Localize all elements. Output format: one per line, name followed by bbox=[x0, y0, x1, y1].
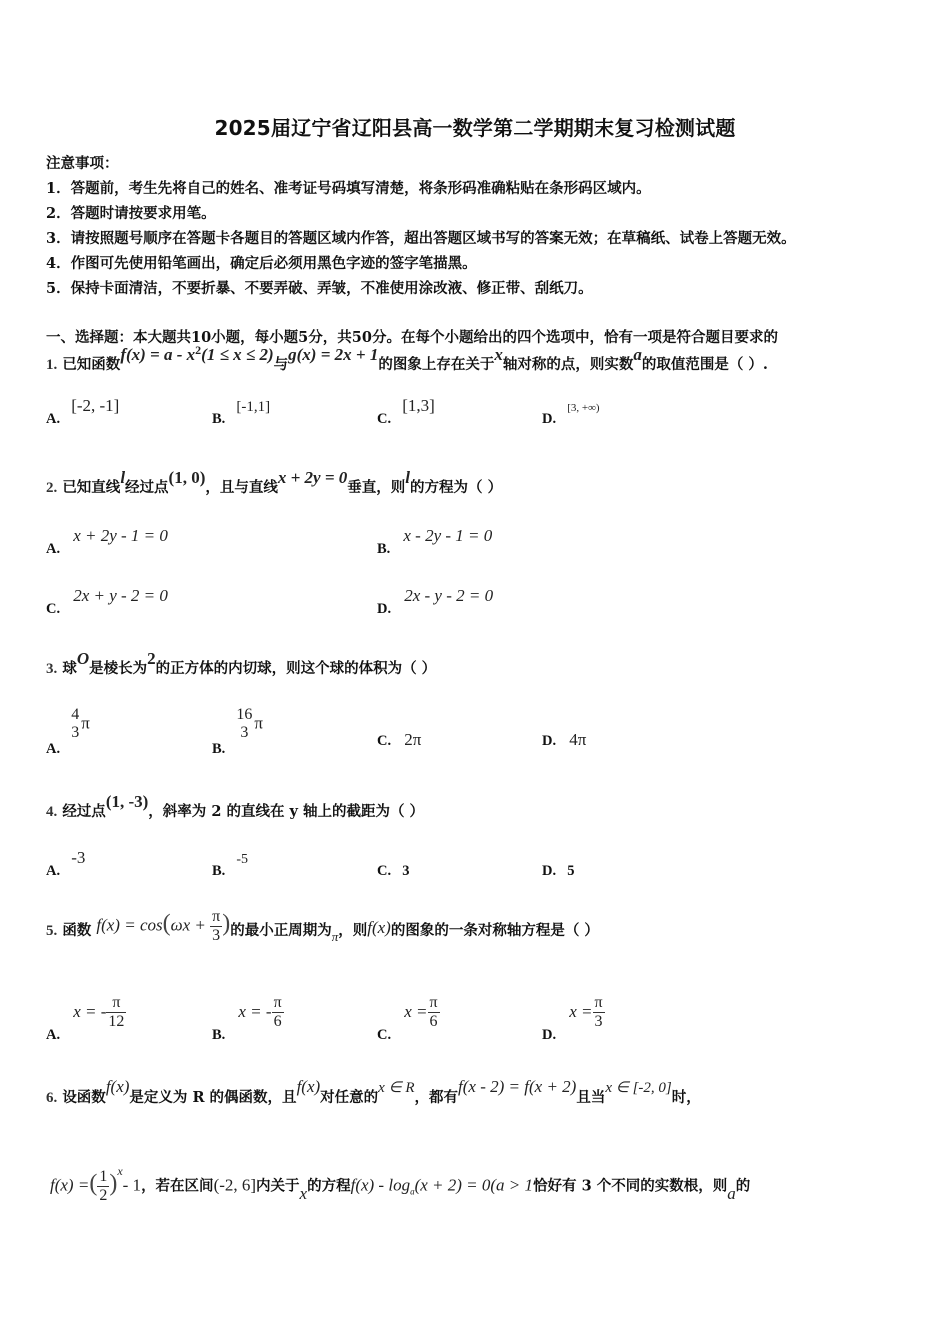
option-value: -3 bbox=[71, 848, 86, 867]
q5-pi: π bbox=[331, 928, 339, 944]
option-label: B. bbox=[212, 1027, 226, 1043]
fraction-denominator: 12 bbox=[108, 1013, 125, 1030]
option-fraction bbox=[106, 994, 126, 1031]
q5-option-d[interactable] bbox=[542, 994, 605, 1043]
option-value: x + 2y - 1 = 0 bbox=[73, 526, 168, 545]
q3-text-3: 的正方体的内切球，则这个球的体积为（ ） bbox=[155, 660, 437, 677]
option-value: 5 bbox=[567, 863, 575, 879]
q4-option-b[interactable] bbox=[212, 852, 249, 880]
q4-option-d[interactable] bbox=[542, 860, 574, 880]
q5-fx: f(x) bbox=[367, 917, 391, 937]
q4-text-1: 经过点 bbox=[62, 803, 106, 820]
option-label: A. bbox=[46, 1027, 61, 1043]
q1-a: a bbox=[633, 344, 642, 364]
q1-text-3: 的图象上存在关于 bbox=[378, 355, 495, 373]
q6-line2-text-1: ，若在区间 bbox=[141, 1177, 214, 1195]
right-paren: ) bbox=[222, 910, 231, 937]
option-label: C. bbox=[377, 411, 392, 427]
option-value: 2π bbox=[404, 730, 422, 749]
q1-text-1: 已知函数 bbox=[62, 355, 121, 373]
question-number: 3. bbox=[46, 661, 58, 677]
section-heading: 一、选择题：本大题共10小题，每小题5分，共50分。在每个小题给出的四个选项中，恰有一项是符合题目要求的 bbox=[46, 329, 778, 346]
q1-g: g(x) = 2x + 1 bbox=[288, 344, 379, 364]
q5-inner: ωx + bbox=[170, 915, 211, 935]
q6-line2-text-3: 的方程 bbox=[307, 1177, 351, 1195]
question-1 bbox=[46, 343, 768, 374]
q2-text-1: 已知直线 bbox=[62, 479, 121, 496]
question-5 bbox=[46, 908, 599, 945]
question-number: 1. bbox=[46, 356, 58, 373]
q2-l2: l bbox=[405, 468, 411, 487]
q6-line2-text-5: 的 bbox=[735, 1177, 751, 1195]
q5-text-3: ，则 bbox=[338, 921, 368, 939]
q2-option-a[interactable] bbox=[46, 526, 168, 558]
q2-option-d[interactable] bbox=[377, 586, 494, 618]
q5-f-left: f(x) = cos bbox=[96, 915, 163, 935]
option-value: x - 2y - 1 = 0 bbox=[403, 526, 493, 545]
option-fraction bbox=[427, 994, 439, 1031]
q6-a: a bbox=[727, 1183, 736, 1203]
q2-point: (1, 0) bbox=[168, 468, 206, 487]
fraction-denominator: 3 bbox=[71, 724, 80, 741]
q4-text-2: ，斜率为 2 的直线在 y 轴上的截距为（ ） bbox=[148, 803, 425, 820]
option-fraction bbox=[234, 706, 254, 742]
q5-text-1: 函数 bbox=[62, 921, 92, 939]
q1-cond: (1 ≤ x ≤ 2) bbox=[201, 344, 274, 364]
option-lhs: x = bbox=[404, 1002, 428, 1021]
fraction-numerator: π bbox=[212, 908, 221, 925]
option-label: A. bbox=[46, 541, 61, 557]
option-label: C. bbox=[377, 1027, 392, 1043]
option-fraction bbox=[69, 706, 81, 742]
q6-xr: x ∈ R bbox=[378, 1080, 415, 1096]
left-paren: ( bbox=[162, 910, 171, 937]
option-label: B. bbox=[212, 863, 226, 879]
q1-text-2: 与 bbox=[273, 355, 289, 373]
option-value: [1,3] bbox=[402, 396, 435, 415]
question-3 bbox=[46, 649, 437, 678]
q4-point: (1, -3) bbox=[105, 792, 149, 811]
q6-text-4: ，都有 bbox=[414, 1089, 459, 1106]
q6-log-base: a bbox=[410, 1186, 415, 1197]
fraction-numerator: 16 bbox=[236, 706, 253, 723]
fraction-denominator: 3 bbox=[212, 927, 221, 944]
fraction-denominator: 2 bbox=[99, 1187, 108, 1204]
q1-text-4: 轴对称的点，则实数 bbox=[502, 355, 634, 373]
q2-eq: x + 2y = 0 bbox=[277, 468, 348, 487]
option-value: 4π bbox=[569, 730, 587, 749]
option-suffix: π bbox=[81, 713, 90, 733]
question-number: 6. bbox=[46, 1090, 58, 1106]
q1-sup: 2 bbox=[195, 343, 202, 357]
q5-text-2: 的最小正周期为 bbox=[230, 921, 332, 939]
q6-x: x bbox=[299, 1183, 308, 1203]
notice-item-2: 2．答题时请按要求用笔。 bbox=[46, 205, 216, 222]
fraction-denominator: 6 bbox=[273, 1013, 282, 1030]
q6-text-5: 且当 bbox=[576, 1089, 606, 1106]
q6-half-fraction bbox=[97, 1168, 109, 1205]
question-number: 5. bbox=[46, 922, 58, 939]
question-2 bbox=[46, 468, 503, 497]
option-value: 2x - y - 2 = 0 bbox=[404, 586, 494, 605]
q1-f: f(x) = a - x bbox=[120, 344, 196, 364]
fraction-numerator: π bbox=[112, 994, 121, 1011]
q5-option-c[interactable] bbox=[377, 994, 440, 1043]
option-value: -5 bbox=[236, 852, 249, 867]
q1-option-a[interactable] bbox=[46, 396, 120, 428]
notice-item-5: 5．保持卡面清洁，不要折暴、不要弄破、弄皱，不准使用涂改液、修正带、刮纸刀。 bbox=[46, 280, 593, 297]
option-label: A. bbox=[46, 411, 61, 427]
q3-O: O bbox=[76, 649, 90, 668]
q3-text-1: 球 bbox=[62, 660, 77, 677]
q2-text-5: 的方程为（ ） bbox=[410, 479, 503, 496]
q3-text-2: 是棱长为 bbox=[89, 660, 148, 677]
left-paren: ( bbox=[89, 1170, 98, 1197]
q6-text-1: 设函数 bbox=[62, 1089, 106, 1106]
q6-text-3: 对任意的 bbox=[320, 1089, 379, 1106]
option-lhs: x = - bbox=[238, 1002, 272, 1021]
option-suffix: π bbox=[254, 713, 263, 733]
page-title: 2025届辽宁省辽阳县高一数学第二学期期末复习检测试题 bbox=[214, 116, 736, 140]
q6-line2-text-4: 恰好有 3 个不同的实数根，则 bbox=[533, 1177, 728, 1195]
right-paren: ) bbox=[109, 1170, 118, 1197]
q2-text-4: 垂直，则 bbox=[347, 479, 406, 496]
q5-option-a[interactable] bbox=[46, 994, 126, 1043]
q1-option-b[interactable] bbox=[212, 399, 271, 428]
q5-text-4: 的图象的一条对称轴方程是（ ） bbox=[390, 921, 599, 939]
q3-option-a[interactable] bbox=[46, 706, 90, 757]
q1-option-d[interactable] bbox=[542, 402, 600, 428]
q6-fx: f(x) bbox=[105, 1077, 130, 1096]
q2-text-2: 经过点 bbox=[125, 479, 169, 496]
option-label: B. bbox=[377, 541, 391, 557]
q6-line2-text-2: 内关于 bbox=[256, 1177, 300, 1195]
notice-item-1: 1．答题前，考生先将自己的姓名、准考证号码填写清楚，将条形码准确粘贴在条形码区域内。 bbox=[46, 180, 651, 197]
fraction-denominator: 3 bbox=[594, 1013, 603, 1030]
option-label: D. bbox=[542, 411, 557, 427]
q6-tail: - 1 bbox=[122, 1175, 142, 1195]
q4-option-c[interactable] bbox=[377, 860, 409, 880]
option-value: 2x + y - 2 = 0 bbox=[73, 586, 168, 605]
option-value: [-1,1] bbox=[236, 399, 271, 415]
question-6-line-2 bbox=[50, 1163, 751, 1205]
option-label: D. bbox=[542, 1027, 557, 1043]
option-label: C. bbox=[377, 863, 392, 879]
q1-x: x bbox=[494, 344, 503, 364]
q3-option-c[interactable] bbox=[377, 730, 421, 750]
notice-item-4: 4．作图可先使用铅笔画出，确定后必须用黑色字迹的签字笔描黑。 bbox=[46, 255, 477, 272]
option-fraction bbox=[592, 994, 604, 1031]
q1-text-5: 的取值范围是（ ）. bbox=[641, 355, 768, 373]
option-value: [-2, -1] bbox=[71, 396, 120, 415]
q5-option-b[interactable] bbox=[212, 994, 284, 1043]
q2-option-b[interactable] bbox=[377, 526, 493, 558]
option-label: B. bbox=[212, 411, 226, 427]
option-value: 3 bbox=[402, 863, 410, 879]
notice-heading: 注意事项： bbox=[46, 155, 119, 172]
option-fraction bbox=[272, 994, 284, 1031]
option-label: D. bbox=[377, 601, 392, 617]
question-4 bbox=[46, 792, 425, 821]
q2-l: l bbox=[120, 468, 126, 487]
fraction-denominator: 6 bbox=[429, 1013, 438, 1030]
q2-text-3: ，且与直线 bbox=[205, 479, 278, 496]
option-label: C. bbox=[46, 601, 61, 617]
question-number: 4. bbox=[46, 804, 58, 820]
q5-pi-fraction bbox=[210, 908, 222, 945]
q3-n: 2 bbox=[147, 649, 156, 668]
q6-log-eq-2: (x + 2) = 0(a > 1 bbox=[414, 1175, 534, 1195]
notice-item-3: 3．请按照题号顺序在答题卡各题目的答题区域内作答，超出答题区域书写的答案无效；在草稿纸、试卷上答题无效。 bbox=[46, 230, 796, 247]
q6-fx2: f(x) bbox=[296, 1077, 321, 1096]
option-lhs: x = - bbox=[73, 1002, 107, 1021]
q6-log-eq: f(x) - log bbox=[350, 1175, 411, 1195]
q6-sup: x bbox=[117, 1163, 123, 1178]
option-label: A. bbox=[46, 863, 61, 879]
q4-option-a[interactable] bbox=[46, 848, 86, 880]
fraction-numerator: 4 bbox=[71, 706, 80, 723]
q6-text-6: 时， bbox=[671, 1089, 701, 1106]
question-6 bbox=[46, 1076, 701, 1106]
q6-text-2: 是定义为 R 的偶函数，且 bbox=[129, 1089, 297, 1106]
q6-f-def: f(x) = bbox=[50, 1175, 90, 1195]
question-number: 2. bbox=[46, 480, 58, 496]
option-label: D. bbox=[542, 863, 557, 879]
fraction-numerator: π bbox=[429, 994, 438, 1011]
option-label: D. bbox=[542, 733, 557, 749]
q3-option-b[interactable] bbox=[212, 706, 263, 757]
option-lhs: x = bbox=[569, 1002, 593, 1021]
option-label: A. bbox=[46, 740, 61, 757]
fraction-numerator: π bbox=[273, 994, 282, 1011]
q6-domain: x ∈ [-2, 0] bbox=[605, 1080, 672, 1096]
fraction-numerator: 1 bbox=[99, 1168, 108, 1185]
option-label: C. bbox=[377, 733, 392, 749]
q1-option-c[interactable] bbox=[377, 396, 435, 428]
fraction-numerator: π bbox=[594, 994, 603, 1011]
option-value: [3, +∞) bbox=[567, 402, 600, 414]
q3-option-d[interactable] bbox=[542, 730, 586, 750]
q6-eq: f(x - 2) = f(x + 2) bbox=[458, 1077, 577, 1096]
fraction-denominator: 3 bbox=[240, 724, 249, 741]
q6-interval: (-2, 6] bbox=[213, 1175, 257, 1195]
q2-option-c[interactable] bbox=[46, 586, 168, 618]
option-label: B. bbox=[212, 740, 226, 757]
